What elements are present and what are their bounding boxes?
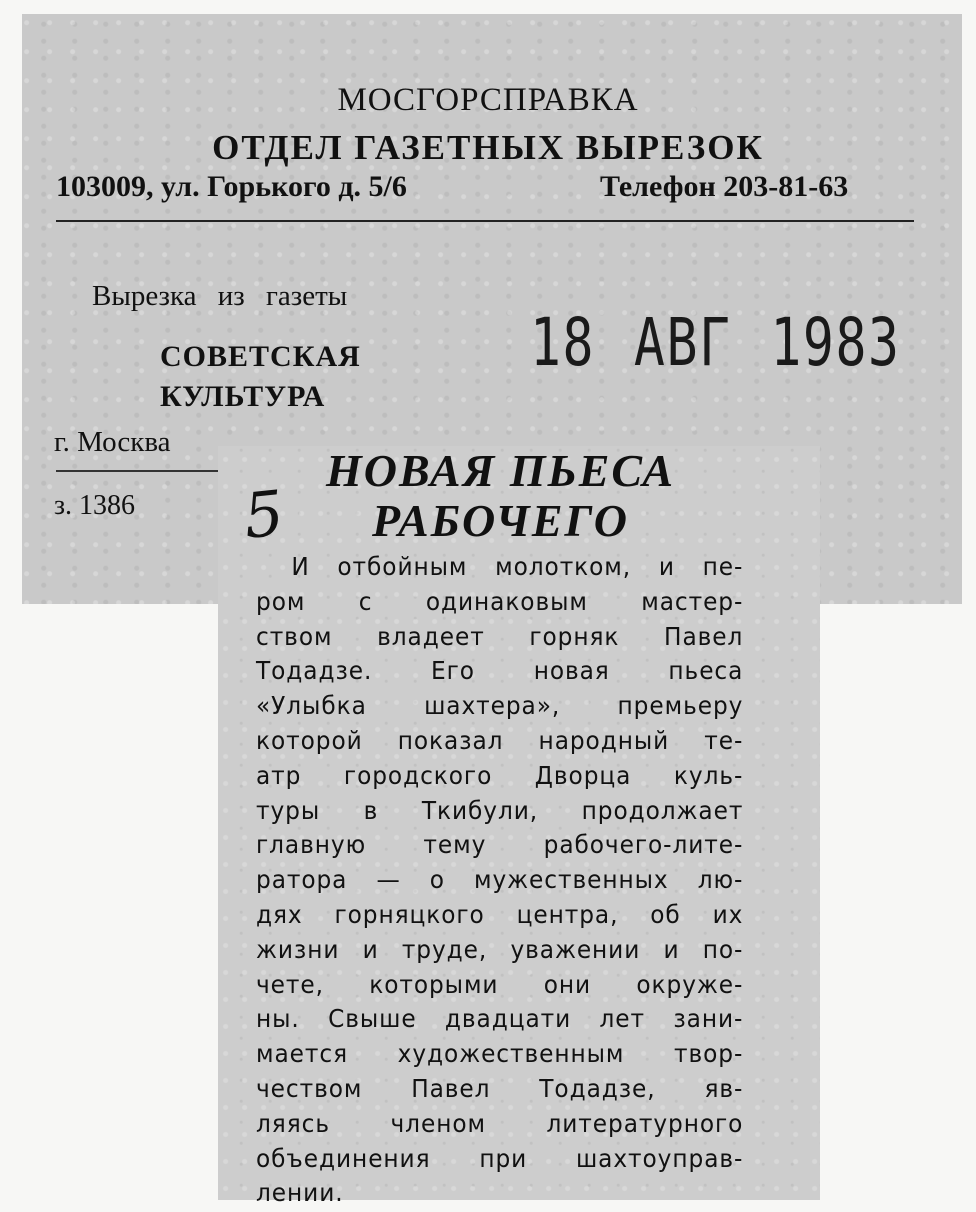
newspaper-name-line2: КУЛЬТУРА [160,380,326,413]
article-line: ством владеет горняк Павел [256,621,744,651]
article-line: дях горняцкого центра, об их [256,899,744,929]
article-line: И отбойным молотком, и пе- [291,552,744,581]
agency-phone: Телефон 203-81-63 [600,170,849,203]
newspaper-city: г. Москва [54,426,171,458]
article-line: ром с одинаковым мастер- [256,586,744,616]
article-line: главную тему рабочего-лите- [256,830,744,860]
newspaper-name-line1: СОВЕТСКАЯ [160,340,361,373]
article-line: мается художественным твор- [256,1039,744,1069]
article-line: жизни и труде, уважении и по- [256,934,744,964]
handwritten-mark: 5 [240,476,288,553]
agency-address: 103009, ул. Горького д. 5/6 [56,170,407,203]
article-line: «Улыбка шахтера», премьеру [256,691,744,721]
city-divider [56,470,218,472]
article-line: Тодадзе. Его новая пьеса [256,656,744,686]
article-line: ратора — о мужественных лю- [256,865,744,895]
issue-number: з. 1386 [54,490,136,521]
article-line: ляясь членом литературного [256,1108,744,1138]
article-line: объединения при шахтоуправ- [256,1143,744,1173]
header-divider [56,220,914,222]
article-title-line2: РАБОЧЕГО [372,495,629,546]
article-line: атр городского Дворца куль- [256,760,744,790]
article-line: лении. [256,1178,344,1208]
article-line: которой показал народный те- [256,725,744,755]
department-name: ОТДЕЛ ГАЗЕТНЫХ ВЫРЕЗОК [212,128,764,167]
article-line: чете, которыми они окруже- [256,969,744,999]
source-label: Вырезка из газеты [92,280,348,312]
article-body [256,550,743,1211]
agency-name: МОСГОРСПРАВКА [337,82,639,118]
article-title-line1: НОВАЯ ПЬЕСА [326,445,676,496]
article-line: чеством Павел Тодадзе, яв- [256,1073,744,1103]
article-line: туры в Ткибули, продолжает [256,795,744,825]
article-line: ны. Свыше двадцати лет зани- [256,1004,744,1034]
date-stamp: 18 АВГ 1983 [530,304,901,381]
